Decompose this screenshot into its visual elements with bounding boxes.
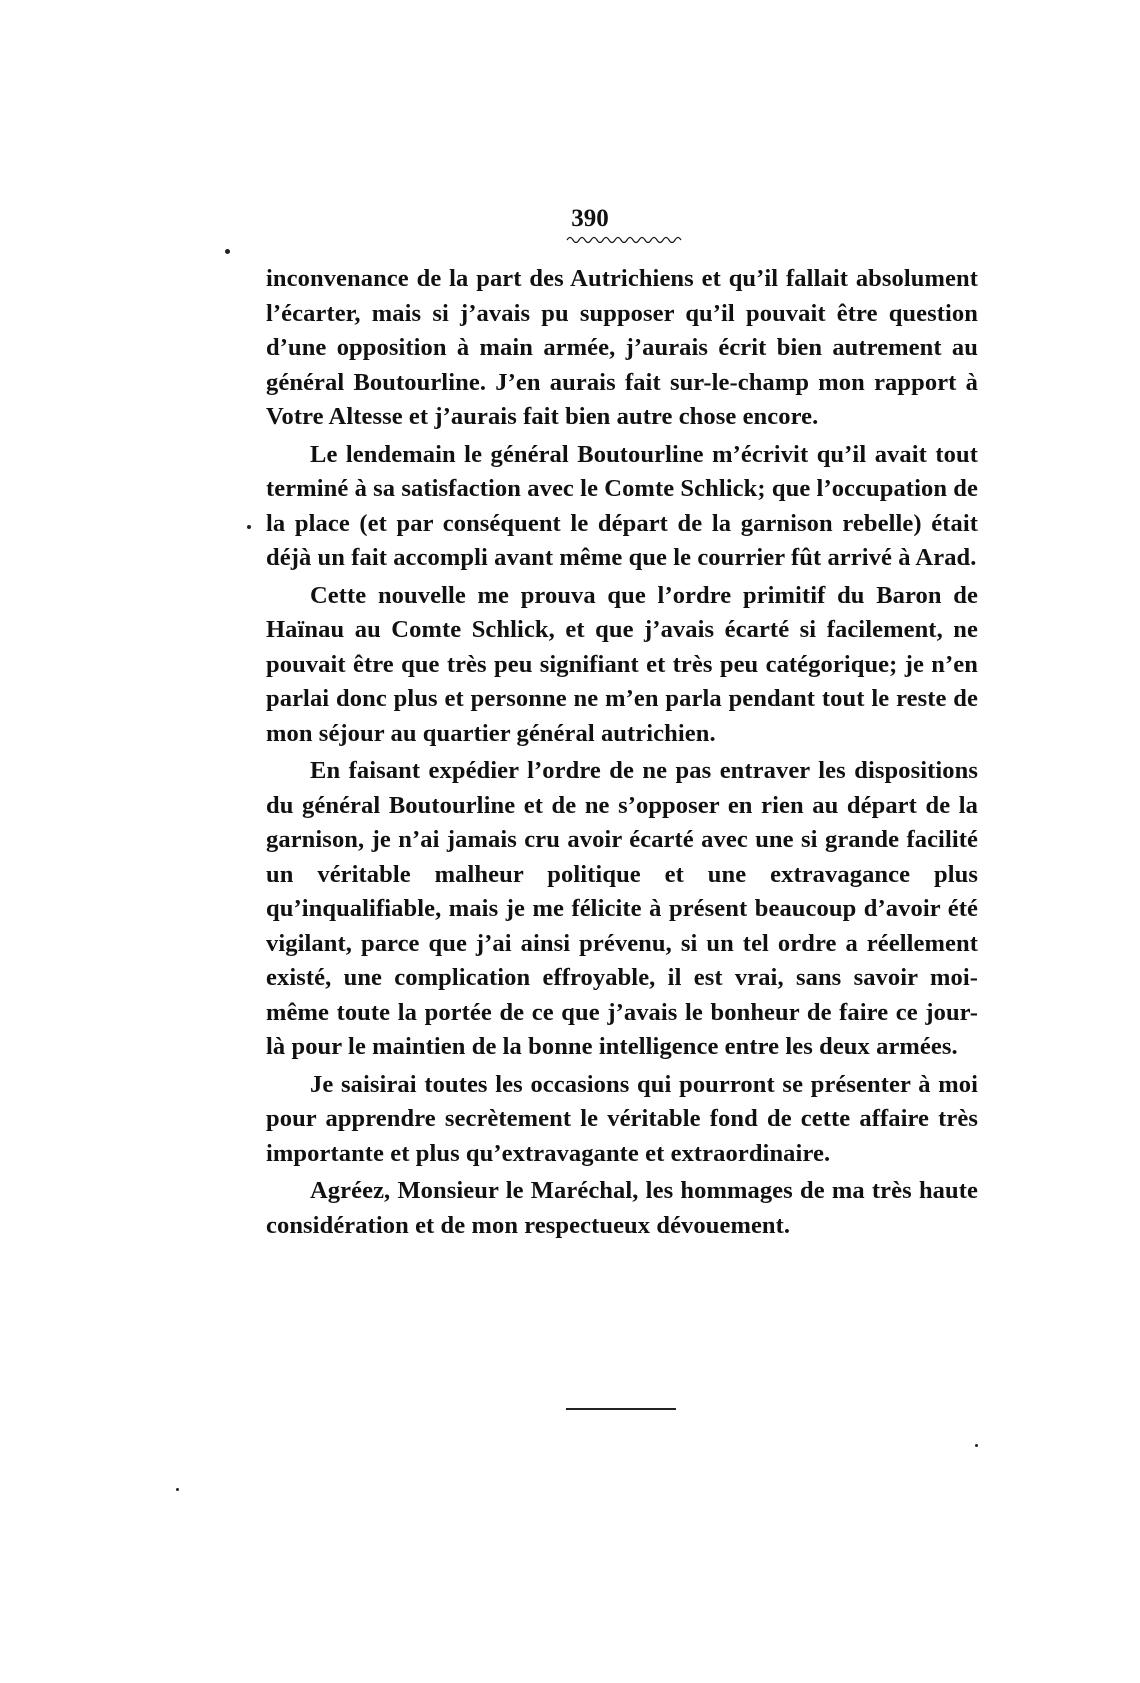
ink-speck: [225, 249, 230, 254]
closing-rule: [566, 1408, 676, 1410]
paragraph-5: Je saisirai toutes les occasions qui pourront se présenter à moi pour apprendre secrètement le véritable fond de cette affaire très importante et plus qu’extravagante et extraordinaire.: [266, 1070, 978, 1167]
body-text: [266, 262, 978, 1243]
paragraph-2: Le lendemain le général Boutourline m’écrivit qu’il avait tout terminé à sa satisfaction avec le Comte Schlick; que l’occupation de la place (et par conséquent le départ de la garnison rebelle) était déjà un fait accompli avant même que le courrier fût arrivé à Arad.: [266, 440, 978, 571]
paragraph-4: En faisant expédier l’ordre de ne pas entraver les dispositions du général Boutourline et de ne s’opposer en rien au départ de la garnison, je n’ai jamais cru avoir écarté avec une si grande facilité un véritable malheur politique et une extravagance plus qu’inqualifiable, mais je me félicite à présent beaucoup d’avoir été vigilant, parce que j’ai ainsi prévenu, si un tel ordre a réellement existé, une complication effroyable, il est vrai, sans savoir moi-même toute la portée de ce que j’avais le bonheur de faire ce jour-là pour le maintien de la bonne intelligence entre les deux armées.: [266, 757, 978, 1060]
paragraph-6: Agréez, Monsieur le Maréchal, les hommages de ma très haute considération et de mon respectueux dévouement.: [266, 1177, 978, 1239]
ink-speck: [247, 525, 251, 529]
page-number-ornament: [565, 234, 685, 246]
page-number: 390: [571, 205, 609, 232]
paragraph-3: Cette nouvelle me prouva que l’ordre primitif du Baron de Haïnau au Comte Schlick, et que j’avais écarté si facilement, ne pouvait être que très peu signifiant et très peu catégorique; je n’en parlai donc plus et personne ne m’en parla pendant tout le reste de mon séjour au quartier général autrichien.: [266, 581, 978, 747]
ink-speck: [975, 1444, 978, 1447]
ink-speck: [176, 1488, 179, 1491]
paragraph-1: inconvenance de la part des Autrichiens et qu’il fallait absolument l’écarter, mais si j’avais pu supposer qu’il pouvait être question d’une opposition à main armée, j’aurais écrit bien autrement au général Boutourline. J’en aurais fait sur-le-champ mon rapport à Votre Altesse et j’aurais fait bien autre chose encore.: [266, 265, 978, 430]
